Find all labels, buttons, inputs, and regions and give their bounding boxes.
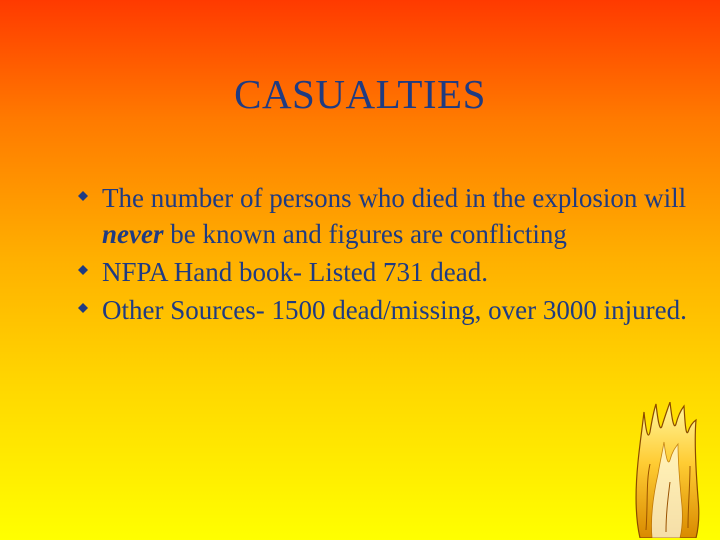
bullet-item (78, 254, 698, 290)
bullet-text: Other Sources- 1500 dead/missing, over 3000 injured. (102, 295, 687, 325)
bullet-text-after: be known and figures are conflicting (163, 219, 567, 249)
diamond-bullet-icon (78, 303, 88, 313)
diamond-bullet-icon (78, 265, 88, 275)
bullet-emphasis: never (102, 219, 164, 249)
bullet-item (78, 292, 698, 328)
flame-icon (630, 402, 702, 538)
diamond-bullet-icon (78, 191, 88, 201)
bullet-text: NFPA Hand book- Listed 731 dead. (102, 257, 488, 287)
bullet-text-before: The number of persons who died in the explosion will (102, 183, 687, 213)
bullet-item (78, 180, 698, 252)
slide-title: CASUALTIES (234, 71, 486, 117)
bullet-list (78, 180, 698, 330)
